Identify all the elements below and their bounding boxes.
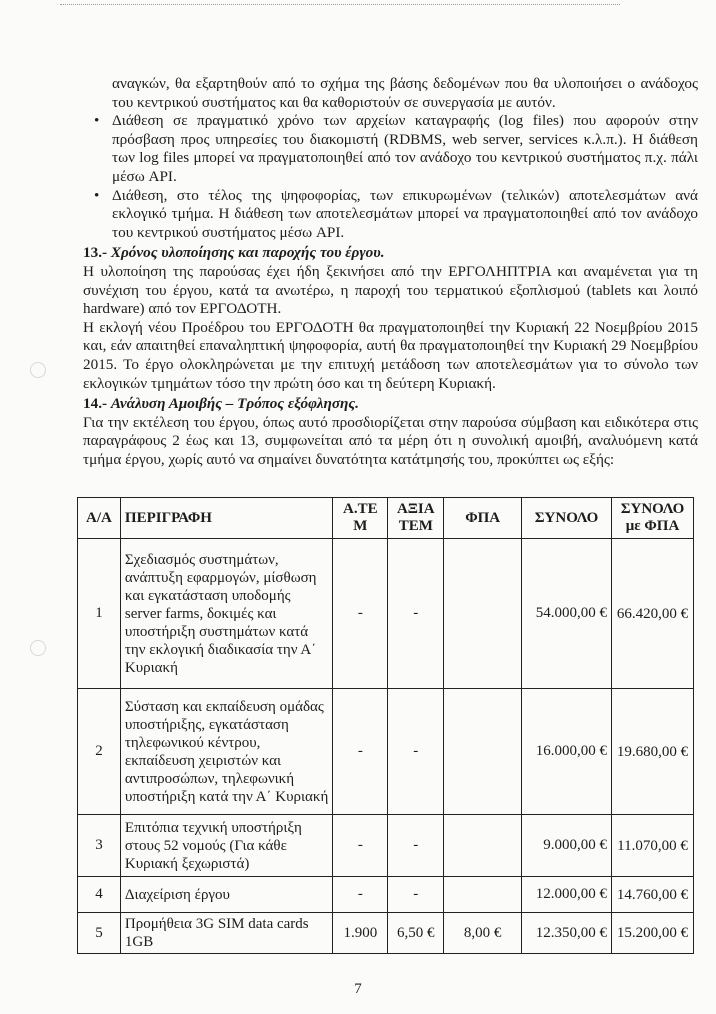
section-14-paragraph: Για την εκτέλεση του έργου, όπως αυτό προσδιορίζεται στην παρούσα σύμβαση και ειδικότερα στις παραγράφους 2 έως και 13, συμφωνείται από τα μέρη ότι η συνολική αμοιβή, αναλυόμενη κατά τμήμα έργου, χωρίς αυτό να σημαίνει δυνατότητα κατάτμησής του, προκύπτει ως εξής: [83, 413, 698, 468]
cell-description: Σχεδιασμός συστημάτων, ανάπτυξη εφαρμογών, μίσθωση και εγκατάσταση υποδομής server farms, δοκιμές και υποστήριξη συστημάτων κατά την εκλογική διαδικασία την Α΄ Κυριακή [120, 539, 332, 689]
cell-aa: 5 [78, 913, 121, 954]
cell-aa: 2 [78, 689, 121, 815]
table-row [78, 815, 694, 877]
bullet-item [92, 187, 698, 243]
cell-unit-value: 6,50 € [388, 913, 444, 954]
section-title: Ανάλυση Αμοιβής – Τρόπος εξόφλησης. [110, 395, 359, 413]
bullet-text: Διάθεση, στο τέλος της ψηφοφορίας, των επικυρωμένων (τελικών) αποτελεσμάτων ανά εκλογικό τμήμα. Η διάθεση των αποτελεσμάτων μπορεί να πραγματοποιηθεί από τον ανάδοχο του κεντρικού συστήματος μέσω API. [112, 186, 698, 241]
cell-total-with-vat: 15.200,00 € [611, 913, 693, 954]
table-header-row [78, 498, 694, 539]
cell-description: Προμήθεια 3G SIM data cards 1GB [120, 913, 332, 954]
header-total-with-vat: ΣΥΝΟΛΟ με ΦΠΑ [611, 498, 693, 539]
cell-unit-value: - [388, 815, 444, 877]
cell-aa: 1 [78, 539, 121, 689]
cell-total-with-vat: 14.760,00 € [611, 877, 693, 913]
cell-total-with-vat: 19.680,00 € [611, 689, 693, 815]
bullet-list [92, 112, 698, 242]
cell-quantity: - [333, 815, 388, 877]
section-13-heading [83, 244, 698, 263]
cell-vat [444, 877, 522, 913]
table-row [78, 877, 694, 913]
cell-total-with-vat: 11.070,00 € [611, 815, 693, 877]
table-row [78, 689, 694, 815]
cell-vat [444, 689, 522, 815]
cell-quantity: 1.900 [333, 913, 388, 954]
bullet-continuation: αναγκών, θα εξαρτηθούν από το σχήμα της βάσης δεδομένων που θα υλοποιήσει ο ανάδοχος του κεντρικού συστήματος και θα καθοριστούν σε συνεργασία με αυτόν. [112, 75, 698, 111]
cell-unit-value: - [388, 689, 444, 815]
cell-vat [444, 815, 522, 877]
section-title: Χρόνος υλοποίησης και παροχής του έργου. [110, 244, 385, 262]
bullet-item [92, 112, 698, 186]
header-description: ΠΕΡΙΓΡΑΦΗ [120, 498, 332, 539]
cell-total: 12.000,00 € [522, 877, 612, 913]
cell-total: 12.350,00 € [522, 913, 612, 954]
cell-vat: 8,00 € [444, 913, 522, 954]
cell-total: 16.000,00 € [522, 689, 612, 815]
cell-total: 9.000,00 € [522, 815, 612, 877]
bullet-text: Διάθεση σε πραγματικό χρόνο των αρχείων καταγραφής (log files) που αφορούν στην πρόσβαση προς υπηρεσίες του διακομιστή (RDBMS, web server, services κ.λ.π.). Η διάθεση των log files μπορεί να πραγματοποιηθεί από τον ανάδοχο του κεντρικού συστήματος π.χ. πάλι μέσω API. [112, 112, 698, 185]
punch-hole [30, 362, 46, 378]
cell-quantity: - [333, 539, 388, 689]
table-row [78, 913, 694, 954]
cell-aa: 3 [78, 815, 121, 877]
header-total: ΣΥΝΟΛΟ [522, 498, 612, 539]
section-13-paragraph: Η εκλογή νέου Προέδρου του ΕΡΓΟΔΟΤΗ θα πραγματοποιηθεί την Κυριακή 22 Νοεμβρίου 2015 και, εάν απαιτηθεί επαναληπτική ψηφοφορία, αυτή θα πραγματοποιηθεί την Κυριακή 29 Νοεμβρίου 2015. Το έργο ολοκληρώνεται με την επιτυχή μετάδοση των αποτελεσμάτων για το σύνολο των εκλογικών τμημάτων τόσο την πρώτη όσο και τη δεύτερη Κυριακή. [83, 318, 698, 392]
header-unit-value: ΑΞΙΑ ΤΕΜ [388, 498, 444, 539]
scan-top-border [60, 4, 620, 5]
document-body [83, 75, 698, 469]
cell-vat [444, 539, 522, 689]
cell-unit-value: - [388, 877, 444, 913]
punch-hole [30, 640, 46, 656]
header-quantity: Α.ΤΕ Μ [333, 498, 388, 539]
bullet-marker: • [94, 186, 100, 204]
section-number: 14.- [83, 395, 108, 413]
cell-total-with-vat: 66.420,00 € [611, 539, 693, 689]
bullet-marker: • [94, 112, 100, 130]
section-13-paragraph: Η υλοποίηση της παρούσας έχει ήδη ξεκινήσει από την ΕΡΓΟΛΗΠΤΡΙΑ και αναμένεται για τη συνέχιση του έργου, κατά τα ανωτέρω, η παροχή του τερματικού εξοπλισμού (tablets και λοιπό hardware) από τον ΕΡΓΟΔΟΤΗ. [83, 262, 698, 318]
cell-quantity: - [333, 877, 388, 913]
section-number: 13.- [83, 244, 108, 262]
cell-description: Διαχείριση έργου [120, 877, 332, 913]
section-14-heading [83, 395, 698, 414]
page-number: 7 [354, 981, 362, 997]
table-row [78, 539, 694, 689]
cell-unit-value: - [388, 539, 444, 689]
cell-quantity: - [333, 689, 388, 815]
cell-description: Σύσταση και εκπαίδευση ομάδας υποστήριξης, εγκατάσταση τηλεφωνικού κέντρου, εκπαίδευση χειριστών και αντιπροσώπων, τηλεφωνική υποστήριξη κατά την Α΄ Κυριακή [120, 689, 332, 815]
header-vat: ΦΠΑ [444, 498, 522, 539]
cell-aa: 4 [78, 877, 121, 913]
fee-table [77, 497, 694, 954]
cell-total: 54.000,00 € [522, 539, 612, 689]
cell-description: Επιτόπια τεχνική υποστήριξη στους 52 νομούς (Για κάθε Κυριακή ξεχωριστά) [120, 815, 332, 877]
header-aa: Α/Α [78, 498, 121, 539]
